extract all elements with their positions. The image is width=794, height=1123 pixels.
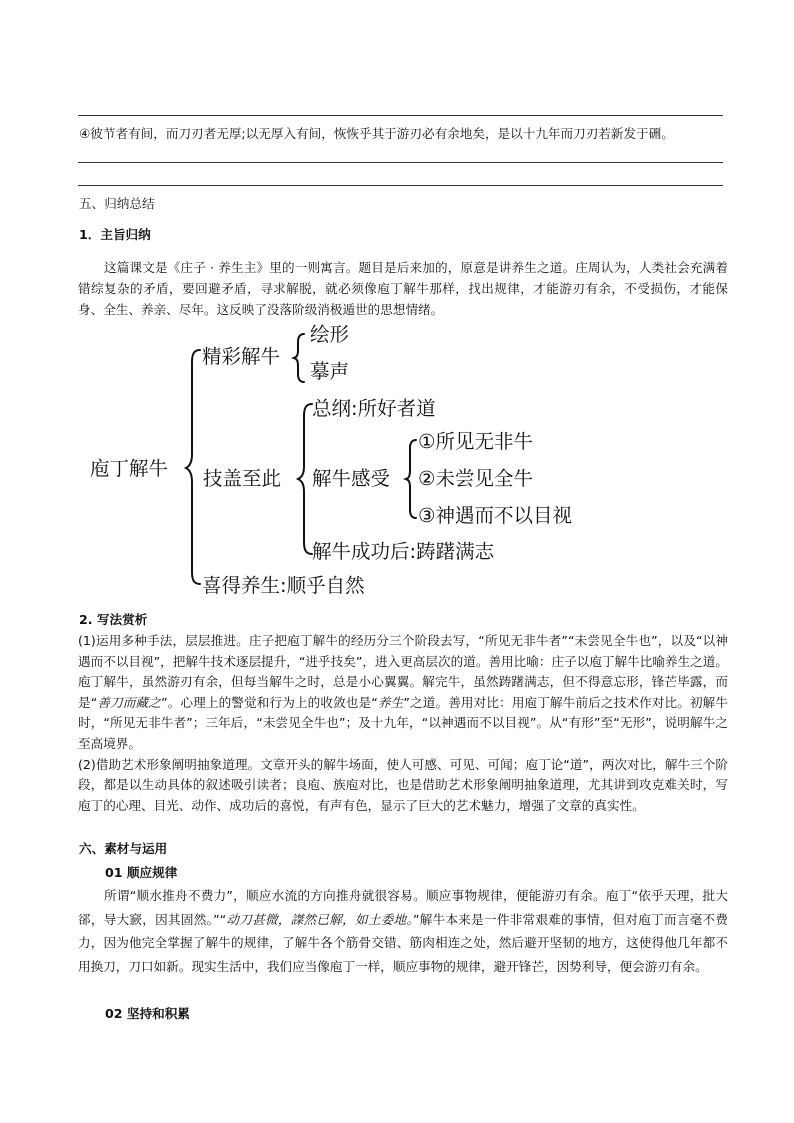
subsection-1-title: 1．主旨归纳 <box>79 227 151 242</box>
diagram-leaf-2c: 解牛成功后:踌躇满志 <box>312 540 495 563</box>
subsection-2-title: 2. 写法赏析 <box>79 612 148 627</box>
diagram-leaf-2b2: ②未尝见全牛 <box>418 467 533 490</box>
writing-analysis <box>78 631 728 816</box>
diagram-branch-2: 技盖至此 <box>203 467 282 490</box>
material-2-title: 02 坚持和积累 <box>105 1006 190 1021</box>
writing-analysis-point-2: (2)借助艺术形象阐明抽象道理。文章开头的解牛场面，使人可感、可见、可闻；庖丁论“道”，两次对比，解牛三个阶段，都是以生动具体的叙述吸引读者；良庖、族庖对比，也是借助艺术形象阐明抽象道理，尤其讲到攻克难关时，写庖丁的心理、目光、动作、成功后的喜悦，有声有色，显示了巨大的艺术魅力，增强了文章的真实性。 <box>78 756 728 813</box>
diagram-root: 庖丁解牛 <box>90 457 169 480</box>
diagram-leaf-2b1: ①所见无非牛 <box>418 430 533 453</box>
diagram-node-2b: 解牛感受 <box>312 467 391 490</box>
writing-analysis-point-1: (1)运用多种手法，层层推进。庄子把庖丁解牛的经历分三个阶段去写，“所见无非牛者”“未尝见全牛也”，以及“以神遇而不以目视”，把解牛技术逐层提升，“进乎技矣”，进入更高层次的道。善用比喻：庄子以庖丁解牛比喻养生之道。庖丁解牛，虽然游刃有余，但每当解牛之时，总是小心翼翼。解完牛，虽然踌躇满志，但不得意忘形，锋芒毕露，而是“善刀而藏之”。心理上的警觉和行为上的收敛也是“养生”之道。善用对比：用庖丁解牛前后之技术作对比。初解牛时，“所见无非牛者”；三年后，“未尝见全牛也”；及十九年，“以神遇而不以目视”。从“有形”至“无形”，说明解牛之至高境界。 <box>78 633 729 751</box>
diagram-leaf-2a: 总纲:所好者道 <box>312 397 436 420</box>
theme-paragraph-text: 这篇课文是《庄子 · 养生主》里的一则寓言。题目是后来加的，原意是讲养生之道。庄周认为，人类社会充满着错综复杂的矛盾，要回避矛盾，寻求解脱，就必须像庖丁解牛那样，找出规律，才能游刃有余，不受损伤，才能保身、全生、养亲、尽年。这反映了没落阶级消极遁世的思想情绪。 <box>78 260 728 317</box>
diagram-leaf-1a: 绘形 <box>310 323 350 346</box>
material-1-title: 01 顺应规律 <box>105 865 178 880</box>
section-5-title: 五、归纳总结 <box>79 196 155 211</box>
quote-item-4: ④彼节者有间，而刀刃者无厚;以无厚入有间，恢恢乎其于游刃必有余地矣，是以十九年而刀刃若新发于硎。 <box>79 126 674 141</box>
diagram-leaf-1b: 摹声 <box>310 360 350 383</box>
diagram-branch-1: 精彩解牛 <box>202 345 281 368</box>
diagram-leaf-2b3: ③神遇而不以目视 <box>418 504 572 527</box>
diagram-branch-3: 喜得养生:顺乎自然 <box>202 574 365 597</box>
section-6-title: 六、素材与运用 <box>79 841 168 856</box>
material-1-text: 所谓“顺水推舟不费力”，顺应水流的方向推舟就很容易。顺应事物规律，便能游刃有余。庖丁“依乎天理，批大郤，导大窾，因其固然。”“动刀甚微，謋然已解，如土委地。”解牛本来是一件非常艰难的事情，但对庖丁而言毫不费力，因为他完全掌握了解牛的规律，了解牛各个筋骨交错、筋肉相连之处，然后避开坚韧的地方，这使得他几年都不用换刀，刀口如新。现实生活中，我们应当像庖丁一样，顺应事物的规律，避开锋芒，因势利导，便会游刃有余。 <box>78 888 728 974</box>
material-1-paragraph <box>78 884 728 978</box>
